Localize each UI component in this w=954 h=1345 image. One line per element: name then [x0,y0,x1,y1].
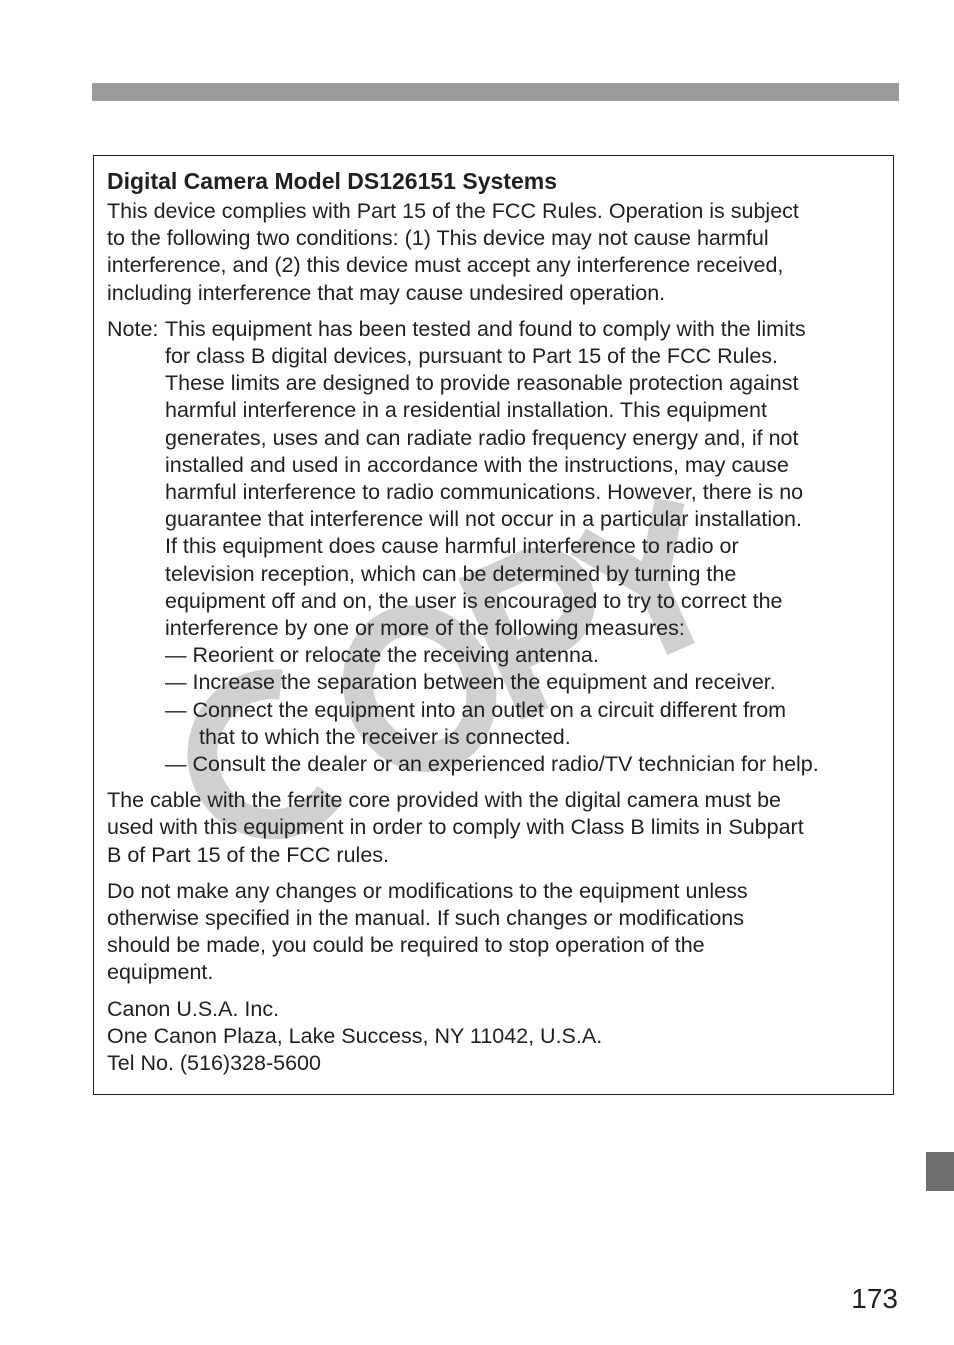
notice-title: Digital Camera Model DS126151 Systems [107,168,557,194]
note-body [165,316,892,778]
ferrite-paragraph [107,787,892,869]
text-line: otherwise specified in the manual. If such changes or modifications [107,906,744,931]
measure-item-continuation: that to which the receiver is connected. [199,724,571,749]
text-line: used with this equipment in order to comply with Class B limits in Subpart [107,815,804,840]
modification-paragraph [107,878,892,987]
header-bar [92,83,899,101]
text-line: guarantee that interference will not occur in a particular installation. [165,507,802,532]
street-address: One Canon Plaza, Lake Success, NY 11042, U.S.A. [107,1023,603,1048]
text-line: These limits are designed to provide reasonable protection against [165,371,799,396]
fcc-note [107,316,892,778]
text-line: to the following two conditions: (1) This device may not cause harmful [107,226,769,251]
text-line: interference by one or more of the following measures: [165,616,685,641]
text-line: This equipment has been tested and found to comply with the limits [165,316,806,341]
text-line: This device complies with Part 15 of the FCC Rules. Operation is subject [107,199,799,223]
section-tab-marker [926,1152,954,1191]
measure-item: — Connect the equipment into an outlet on a circuit different from [165,697,787,722]
text-line: B of Part 15 of the FCC rules. [107,842,390,867]
text-line: should be made, you could be required to stop operation of the [107,933,705,958]
measure-item: — Increase the separation between the equipment and receiver. [165,670,776,695]
page-number: 173 [851,1283,898,1314]
text-line: harmful interference to radio communications. However, there is no [165,480,804,505]
text-line: interference, and (2) this device must accept any interference received, [107,253,784,278]
text-line: including interference that may cause undesired operation. [107,280,666,305]
text-line: television reception, which can be determined by turning the [165,561,737,586]
measure-item: — Reorient or relocate the receiving antenna. [165,643,599,668]
notice-content [107,166,892,1077]
compliance-paragraph [107,198,892,307]
text-line: Do not make any changes or modifications to the equipment unless [107,878,748,903]
text-line: harmful interference in a residential installation. This equipment [165,398,767,423]
note-label: Note: [107,316,159,341]
measure-item: — Consult the dealer or an experienced radio/TV technician for help. [165,752,819,777]
text-line: generates, uses and can radiate radio frequency energy and, if not [165,425,799,450]
text-line: If this equipment does cause harmful interference to radio or [165,534,739,559]
company-name: Canon U.S.A. Inc. [107,996,280,1021]
canon-address [107,996,892,1078]
text-line: installed and used in accordance with the instructions, may cause [165,452,789,477]
telephone-number: Tel No. (516)328-5600 [107,1051,321,1076]
text-line: The cable with the ferrite core provided with the digital camera must be [107,788,781,813]
text-line: for class B digital devices, pursuant to Part 15 of the FCC Rules. [165,344,779,369]
text-line: equipment off and on, the user is encouraged to try to correct the [165,588,783,613]
text-line: equipment. [107,960,214,985]
